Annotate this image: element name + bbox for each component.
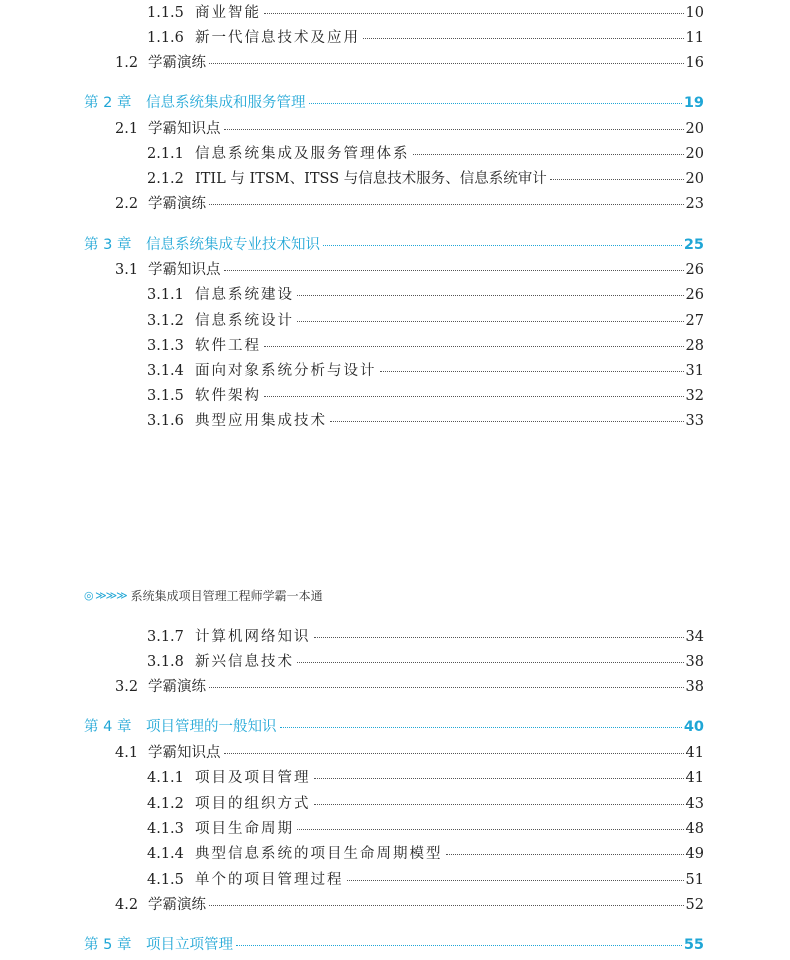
section-title: 学霸演练 [148, 679, 206, 695]
toc-entry[interactable] [0, 652, 790, 672]
toc-entry[interactable] [0, 260, 790, 280]
chapter-title: 项目立项管理 [146, 937, 233, 953]
dot-leader [236, 945, 682, 946]
section-title: 信息系统建设 [195, 287, 294, 303]
toc-chapter[interactable] [0, 235, 790, 255]
toc-entry[interactable] [0, 285, 790, 305]
dot-leader [347, 880, 684, 881]
page-number: 51 [685, 872, 704, 888]
dot-leader [446, 854, 684, 855]
page-number: 20 [685, 146, 704, 162]
page-number: 31 [685, 363, 704, 379]
header-arrows-icon: ◎ ≫≫≫ [84, 588, 127, 602]
section-number: 4.2 [115, 897, 139, 913]
section-number: 3.1 [115, 262, 139, 278]
section-title: 面向对象系统分析与设计 [195, 363, 377, 379]
section-number: 3.1.4 [147, 363, 184, 379]
section-title: 商业智能 [195, 5, 261, 21]
page-number: 34 [685, 629, 704, 645]
dot-leader [380, 371, 684, 372]
page-number: 16 [685, 55, 704, 71]
chapter-number: 第 4 章 [84, 719, 132, 735]
toc-entry[interactable] [0, 411, 790, 431]
toc-entry[interactable] [0, 386, 790, 406]
toc-entry[interactable] [0, 819, 790, 839]
page-number: 10 [685, 5, 704, 21]
section-number: 2.2 [115, 196, 139, 212]
dot-leader [224, 129, 684, 130]
chapter-number: 第 3 章 [84, 237, 132, 253]
toc-entry[interactable] [0, 28, 790, 48]
toc-entry[interactable] [0, 870, 790, 890]
dot-leader [330, 421, 684, 422]
page-number: 33 [685, 413, 704, 429]
dot-leader [209, 204, 684, 205]
dot-leader [413, 154, 684, 155]
section-number: 4.1.3 [147, 821, 184, 837]
section-title: 项目及项目管理 [195, 770, 311, 786]
dot-leader [363, 38, 684, 39]
page-number: 19 [683, 95, 704, 111]
toc-chapter[interactable] [0, 717, 790, 737]
section-title: 单个的项目管理过程 [195, 872, 344, 888]
dot-leader [264, 396, 684, 397]
dot-leader [297, 829, 684, 830]
section-number: 4.1.1 [147, 770, 184, 786]
section-number: 1.2 [115, 55, 139, 71]
section-number: 3.1.3 [147, 338, 184, 354]
toc-entry[interactable] [0, 311, 790, 331]
chapter-title: 信息系统集成专业技术知识 [146, 237, 320, 253]
section-number: 4.1.5 [147, 872, 184, 888]
section-title: 学霸演练 [148, 196, 206, 212]
dot-leader [224, 270, 684, 271]
section-title: 典型应用集成技术 [195, 413, 327, 429]
page-number: 40 [683, 719, 704, 735]
dot-leader [309, 103, 682, 104]
page-number: 20 [685, 171, 704, 187]
dot-leader [314, 804, 684, 805]
toc-entry[interactable] [0, 361, 790, 381]
chapter-title: 信息系统集成和服务管理 [146, 95, 306, 111]
page-number: 48 [685, 821, 704, 837]
section-number: 3.2 [115, 679, 139, 695]
page-number: 23 [685, 196, 704, 212]
section-title: 项目的组织方式 [195, 796, 311, 812]
page-number: 27 [685, 313, 704, 329]
dot-leader [280, 727, 682, 728]
section-title: 学霸知识点 [148, 745, 221, 761]
toc-entry[interactable] [0, 844, 790, 864]
dot-leader [314, 778, 684, 779]
page-number: 25 [683, 237, 704, 253]
section-title: 计算机网络知识 [195, 629, 311, 645]
toc-entry[interactable] [0, 194, 790, 214]
toc-entry[interactable] [0, 119, 790, 139]
toc-entry[interactable] [0, 3, 790, 23]
dot-leader [209, 687, 684, 688]
dot-leader [224, 753, 684, 754]
toc-entry[interactable] [0, 627, 790, 647]
toc-chapter[interactable] [0, 935, 790, 955]
toc-chapter[interactable] [0, 93, 790, 113]
section-number: 4.1 [115, 745, 139, 761]
section-number: 3.1.5 [147, 388, 184, 404]
section-number: 3.1.1 [147, 287, 184, 303]
page-number: 28 [685, 338, 704, 354]
section-title: ITIL 与 ITSM、ITSS 与信息技术服务、信息系统审计 [195, 171, 547, 187]
section-number: 4.1.4 [147, 846, 184, 862]
section-number: 2.1 [115, 121, 139, 137]
dot-leader [209, 905, 684, 906]
section-number: 2.1.2 [147, 171, 184, 187]
toc-entry[interactable] [0, 336, 790, 356]
toc-entry[interactable] [0, 53, 790, 73]
dot-leader [297, 662, 684, 663]
page-number: 43 [685, 796, 704, 812]
section-number: 3.1.2 [147, 313, 184, 329]
page-number: 41 [685, 770, 704, 786]
section-title: 新一代信息技术及应用 [195, 30, 360, 46]
toc-entry[interactable] [0, 144, 790, 164]
page-number: 41 [685, 745, 704, 761]
section-title: 项目生命周期 [195, 821, 294, 837]
section-title: 学霸知识点 [148, 121, 221, 137]
running-header [84, 585, 323, 605]
section-number: 1.1.5 [147, 5, 184, 21]
section-number: 1.1.6 [147, 30, 184, 46]
section-title: 信息系统集成及服务管理体系 [195, 146, 410, 162]
section-title: 信息系统设计 [195, 313, 294, 329]
chapter-title: 项目管理的一般知识 [146, 719, 277, 735]
chapter-number: 第 5 章 [84, 937, 132, 953]
section-title: 典型信息系统的项目生命周期模型 [195, 846, 443, 862]
dot-leader [297, 295, 684, 296]
book-title: 系统集成项目管理工程师学霸一本通 [130, 588, 323, 603]
page-number: 52 [685, 897, 704, 913]
toc-entry[interactable] [0, 794, 790, 814]
dot-leader [323, 245, 682, 246]
section-title: 学霸演练 [148, 55, 206, 71]
page-number: 55 [683, 937, 704, 953]
section-number: 4.1.2 [147, 796, 184, 812]
dot-leader [264, 346, 684, 347]
section-number: 3.1.6 [147, 413, 184, 429]
section-title: 软件工程 [195, 338, 261, 354]
page-number: 26 [685, 262, 704, 278]
toc-entry[interactable] [0, 677, 790, 697]
section-title: 软件架构 [195, 388, 261, 404]
section-title: 学霸知识点 [148, 262, 221, 278]
toc-entry[interactable] [0, 743, 790, 763]
page-number: 26 [685, 287, 704, 303]
section-number: 2.1.1 [147, 146, 184, 162]
dot-leader [264, 13, 684, 14]
page-number: 11 [685, 30, 704, 46]
section-title: 学霸演练 [148, 897, 206, 913]
dot-leader [297, 321, 684, 322]
section-title: 新兴信息技术 [195, 654, 294, 670]
dot-leader [550, 179, 684, 180]
dot-leader [209, 63, 684, 64]
page-number: 20 [685, 121, 704, 137]
dot-leader [314, 637, 684, 638]
toc-entry[interactable] [0, 169, 790, 189]
page-number: 38 [685, 679, 704, 695]
page-number: 32 [685, 388, 704, 404]
toc-entry[interactable] [0, 895, 790, 915]
page-number: 49 [685, 846, 704, 862]
chapter-number: 第 2 章 [84, 95, 132, 111]
section-number: 3.1.7 [147, 629, 184, 645]
section-number: 3.1.8 [147, 654, 184, 670]
toc-entry[interactable] [0, 768, 790, 788]
page-number: 38 [685, 654, 704, 670]
